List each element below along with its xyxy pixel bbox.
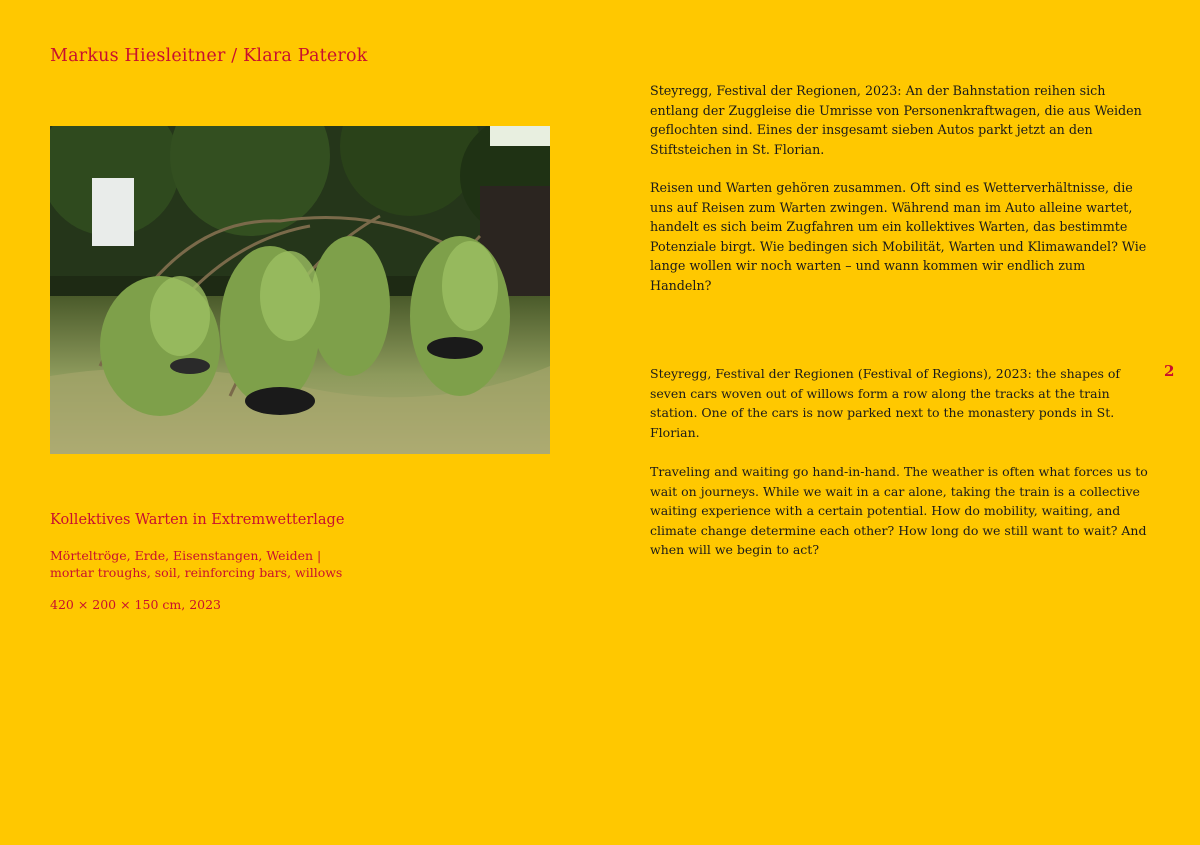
german-paragraph-1: Steyregg, Festival der Regionen, 2023: An der Bahnstation reihen sich entlang der Zuggleise die Umrisse von Personenkraftwagen, die aus Weiden geflochten sind. Eines der insgesamt sieben Autos parkt jetzt an den Stiftsteichen in St. Florian.: [650, 83, 1142, 157]
english-paragraph-2: Traveling and waiting go hand-in-hand. The weather is often what forces us to wait on journeys. While we wait in a car alone, taking the train is a collective waiting experience with a certain potential. How do mobility, waiting, and climate change determine each other? How long do we still want to wait? And when will we begin to act?: [650, 464, 1148, 557]
artwork-materials: [50, 547, 342, 581]
artwork-dimensions: 420 × 200 × 150 cm, 2023: [50, 597, 222, 612]
materials-german: Mörteltröge, Erde, Eisenstangen, Weiden |: [50, 548, 322, 563]
artwork-title: Kollektives Warten in Extremwetterlage: [50, 512, 345, 528]
german-paragraph-2: Reisen und Warten gehören zusammen. Oft sind es Wetterverhältnisse, die uns auf Reisen zum Warten zwingen. Während man im Auto alleine wartet, handelt es sich beim Zugfahren um ein kollektives Warten, das bestimmte Potenziale birgt. Wie bedingen sich Mobilität, Warten und Klimawandel? Wie lange wollen wir noch warten – und wann kommen wir endlich zum Handeln?: [650, 180, 1147, 293]
materials-english: mortar troughs, soil, reinforcing bars, willows: [50, 565, 343, 580]
english-paragraph-1: Steyregg, Festival der Regionen (Festival of Regions), 2023: the shapes of seven cars woven out of willows form a row along the tracks at the train station. One of the cars is now parked next to the monastery ponds in St. Florian.: [650, 366, 1121, 440]
page-number: 2: [1164, 362, 1175, 380]
authors-heading: Markus Hiesleitner / Klara Paterok: [50, 46, 368, 66]
artwork-photo: [50, 126, 550, 454]
